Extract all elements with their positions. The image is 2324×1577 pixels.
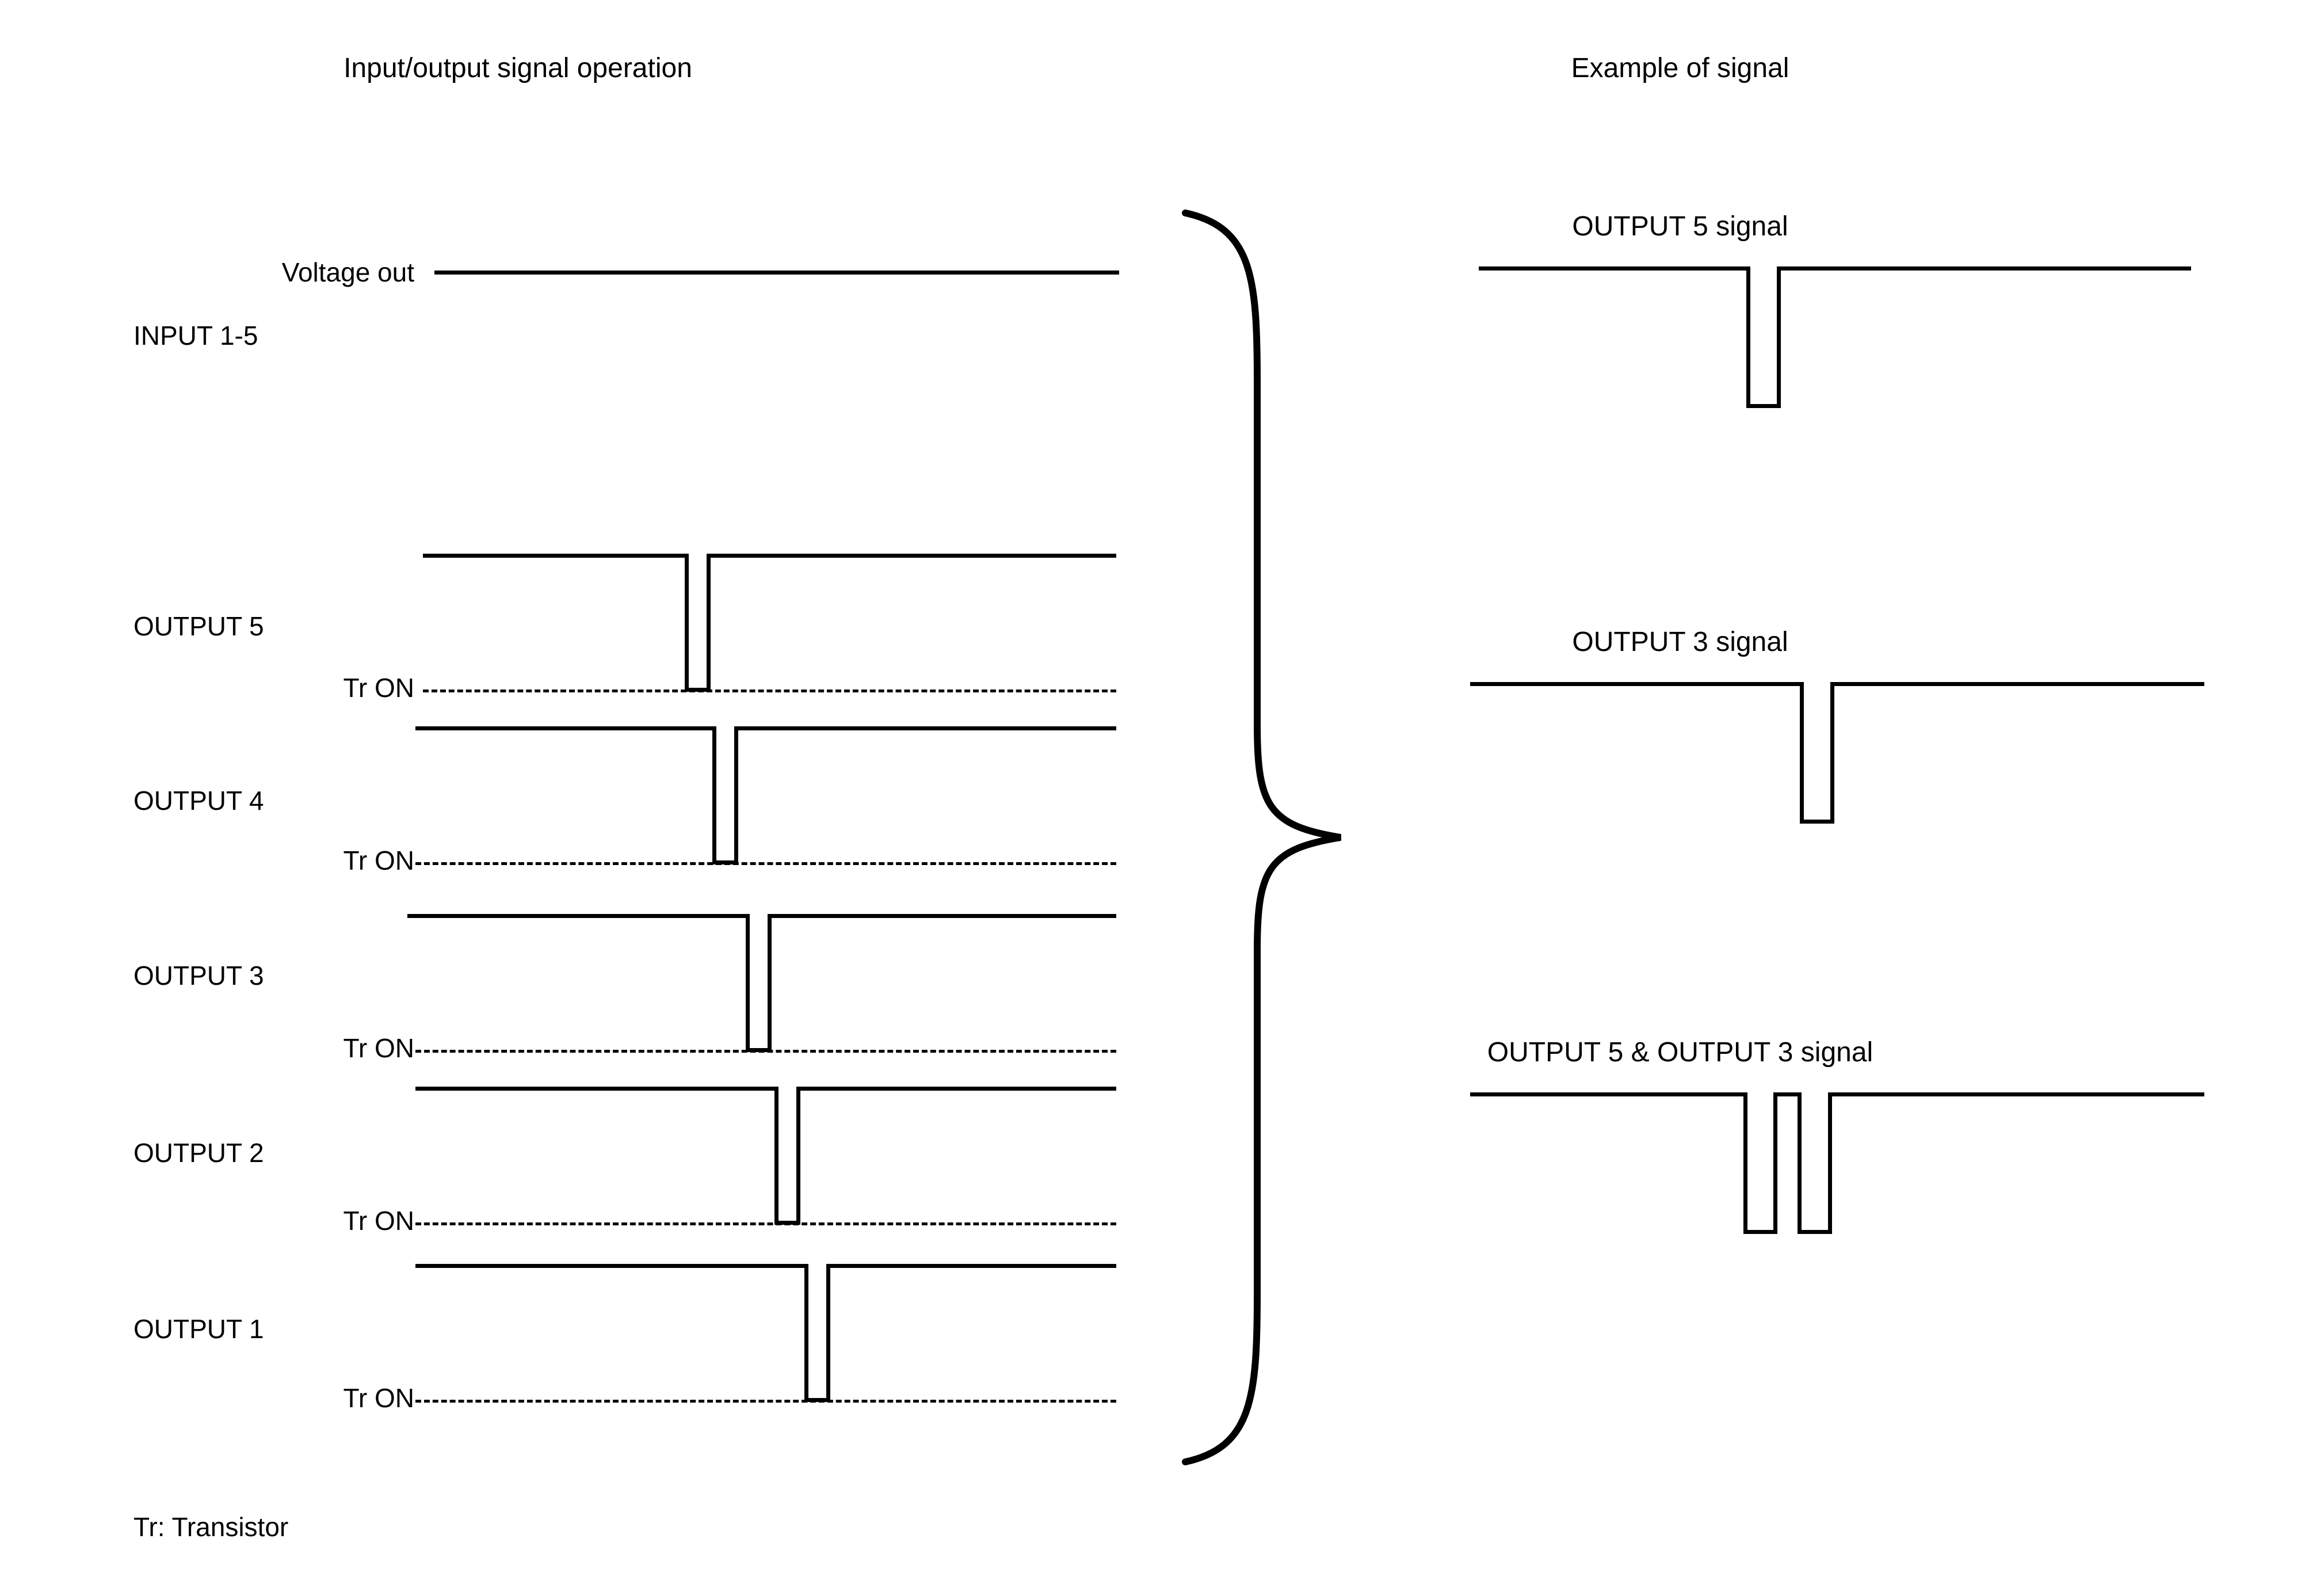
label-tr-on-output-4: Tr ON xyxy=(343,845,414,875)
signal3-high-middle xyxy=(1773,1092,1801,1096)
waveform-output-3-high-left xyxy=(407,914,748,918)
signal2-high-left xyxy=(1470,682,1804,686)
label-input-1-5: INPUT 1-5 xyxy=(133,321,258,351)
waveform-output-5-high-left xyxy=(423,554,688,558)
waveform-output-1-fall-edge xyxy=(804,1264,808,1402)
left-panel-heading: Input/output signal operation xyxy=(344,53,692,83)
signal2-pulse-bottom xyxy=(1800,820,1834,824)
label-tr-on-output-5: Tr ON xyxy=(343,673,414,703)
caption-output-5-signal: OUTPUT 5 signal xyxy=(1572,211,1788,242)
signal3-pulse1-fall-edge xyxy=(1743,1092,1747,1234)
waveform-output-2-high-left xyxy=(415,1087,777,1091)
caption-output-5-and-3-signal: OUTPUT 5 & OUTPUT 3 signal xyxy=(1487,1037,1873,1068)
waveform-output-3-rise-edge xyxy=(768,914,772,1052)
label-output-5: OUTPUT 5 xyxy=(133,611,264,641)
signal2-high-right xyxy=(1830,682,2204,686)
waveform-output-4-rise-edge xyxy=(734,726,738,864)
waveform-output-5-rise-edge xyxy=(707,554,711,692)
label-output-1: OUTPUT 1 xyxy=(133,1314,264,1344)
signal3-pulse2-fall-edge xyxy=(1798,1092,1802,1234)
signal3-high-right xyxy=(1828,1092,2204,1096)
signal3-pulse2-bottom xyxy=(1798,1230,1832,1234)
label-voltage-out: Voltage out xyxy=(281,257,414,287)
signal1-fall-edge xyxy=(1746,266,1750,408)
signal1-rise-edge xyxy=(1777,266,1781,408)
reference-line-tr-on-output-3 xyxy=(415,1050,1116,1053)
waveform-output-2-high-right xyxy=(796,1087,1116,1091)
waveform-output-5-high-right xyxy=(707,554,1116,558)
label-tr-on-output-1: Tr ON xyxy=(343,1383,414,1413)
caption-output-3-signal: OUTPUT 3 signal xyxy=(1572,627,1788,657)
waveform-output-2-rise-edge xyxy=(796,1087,800,1225)
signal1-high-left xyxy=(1479,266,1749,271)
curly-brace xyxy=(1151,207,1392,1468)
waveform-output-1-rise-edge xyxy=(826,1264,830,1402)
waveform-output-3-high-right xyxy=(768,914,1116,918)
label-tr-on-output-3: Tr ON xyxy=(343,1033,414,1063)
waveform-output-1-high-right xyxy=(826,1264,1116,1268)
label-tr-on-output-2: Tr ON xyxy=(343,1206,414,1236)
signal3-pulse2-rise-edge xyxy=(1828,1092,1832,1234)
reference-line-tr-on-output-1 xyxy=(415,1400,1116,1403)
waveform-output-4-fall-edge xyxy=(712,726,716,864)
waveform-output-1-high-left xyxy=(415,1264,807,1268)
label-output-4: OUTPUT 4 xyxy=(133,786,264,816)
reference-line-tr-on-output-5 xyxy=(423,690,1116,692)
signal3-pulse1-rise-edge xyxy=(1773,1092,1777,1234)
signal1-high-right xyxy=(1777,266,2191,271)
right-panel-heading: Example of signal xyxy=(1571,53,1789,83)
reference-line-tr-on-output-4 xyxy=(415,862,1116,865)
waveform-output-5-fall-edge xyxy=(685,554,689,692)
signal2-fall-edge xyxy=(1800,682,1804,824)
waveform-output-4-high-left xyxy=(415,726,715,730)
label-output-3: OUTPUT 3 xyxy=(133,961,264,991)
waveform-output-4-high-right xyxy=(734,726,1116,730)
footnote-transistor: Tr: Transistor xyxy=(133,1512,289,1542)
waveform-voltage-out-line xyxy=(434,271,1119,275)
signal1-pulse-bottom xyxy=(1746,404,1781,408)
signal3-pulse1-bottom xyxy=(1743,1230,1777,1234)
label-output-2: OUTPUT 2 xyxy=(133,1138,264,1168)
reference-line-tr-on-output-2 xyxy=(415,1222,1116,1225)
signal3-high-left xyxy=(1470,1092,1746,1096)
waveform-output-3-fall-edge xyxy=(746,914,750,1052)
signal2-rise-edge xyxy=(1830,682,1834,824)
waveform-output-2-fall-edge xyxy=(774,1087,779,1225)
